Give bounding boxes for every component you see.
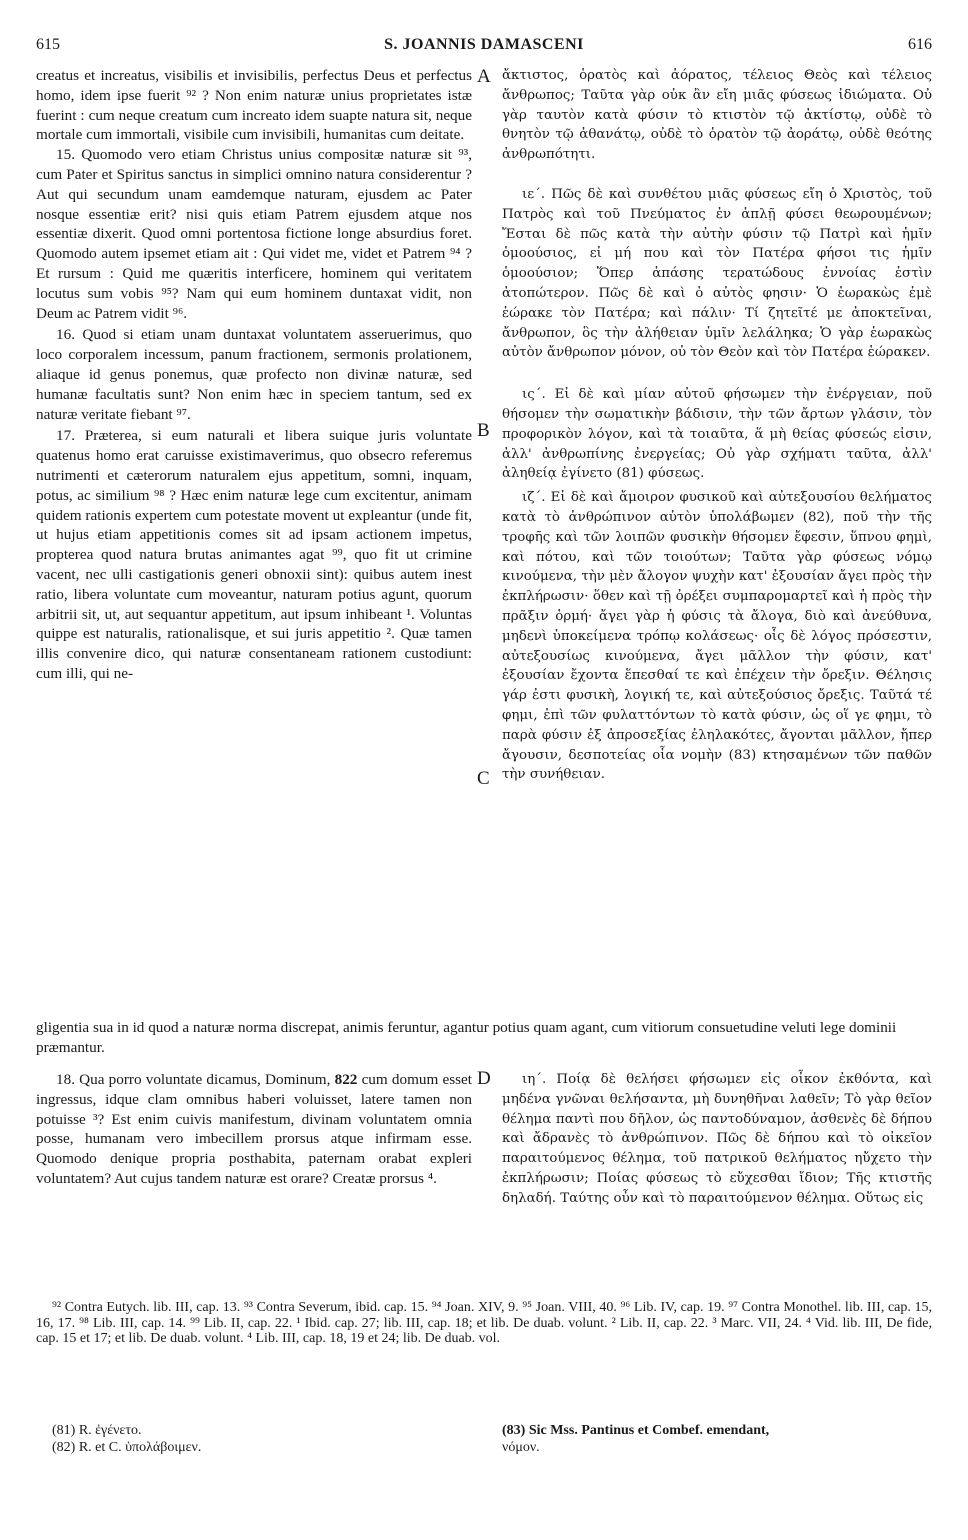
section-marker-d: D [477,1068,491,1089]
page-number-right: 616 [908,36,932,53]
latin-paragraph-intro: creatus et increatus, visibilis et invisibilis, perfectus Deus et perfectus homo, idem ipse fuerit ⁹² ? Non enim naturæ unius proprietates istæ fuerint : cum neque creatum cum increato idem suapte natura sit, neque mortale cum immortali, visibile cum invisibili, humanitas cum deitate. [36,67,472,144]
latin-paragraph-17-continued: gligentia sua in id quod a naturæ norma discrepat, animis feruntur, agantur potius quam agant, cum vitiorum consuetudine veluti lege dominii præmantur. [36,1019,897,1056]
greek-paragraph-intro: ἄκτιστος, ὁρατὸς καὶ ἀόρατος, τέλειος Θεὸς καὶ τέλειος ἄνθρωπος; Ταῦτα γὰρ οὐκ ἂν εἴη μιᾶς φύσεως ἰδιώματα. Οὐ γὰρ ταυτὸν κατὰ φύσιν τὸ κτιστὸν τῷ ἀκτίστῳ, οὐδὲ τὸ θνητὸν τῷ ἀθανάτῳ, οὐδὲ τὸ ὁρατὸν τῷ ἀοράτῳ, οὐδὲ θεότης ἀνθρωπότητι. [502,68,932,163]
greek-paragraph-17: ιζ΄. Εἰ δὲ καὶ ἄμοιρον φυσικοῦ καὶ αὐτεξουσίου θελήματος κατὰ τὸ ἀνθρώπινον αὐτὸν ὑπολάβωμεν (82), ποῦ τὴν τῆς τροφῆς καὶ τῶν λοιπῶν φυσικὴν θήσομεν ἔφεσιν, ὕπνου φημὶ, καὶ πότου, καὶ τῶν τοιούτων; Ταῦτα γὰρ φύσεως νόμῳ κινούμενα, τὴν μὲν ἄλογον ψυχὴν κατ' ἐξουσίαν ἄγει πρὸς τὴν ἐκπλήρωσιν· ὅθεν καὶ τῇ ὀρέξει συμπαρομαρτεῖ καὶ ἡ πρὸς τὴν πρᾶξιν ὁρμή· ἄγει γὰρ ἡ φύσις τὰ ἄλογα, διὸ καὶ ἀνεύθυνα, μηδενὶ ὑποκείμενα τρόπῳ κολάσεως· οἷς δὲ λόγος πρόσεστιν, αὐτεξουσίως κινούμενα, ἄγει μᾶλλον τὴν φύσιν, κατ' ἐξουσίαν ἔχοντα ἕπεσθαί τε καὶ ἐπέχειν τὴν ὄρεξιν. Θέλησις γάρ ἐστι φυσικὴ, λογική τε, καὶ αὐτεξούσιος ὄρεξις. Ταῦτά τέ φημι, ἐπὶ τῶν φυλαττόντων τὸ κατὰ φύσιν, ὡς οἵ γε φημι, τὸ παρὰ φύσιν ἐξ ἀπροσεξίας ἐληλακότες, ἄγονται μᾶλλον, ἤπερ ἄγουσιν, δεσποτείας οἷα νομὴν (83) κτησαμένων τῶν παθῶν τὴν συνήθειαν. [502,490,932,783]
section-marker-a: A [477,66,491,87]
variant-note-83-continued: νόμον. [502,1440,540,1455]
greek-column-section-d [502,1070,932,1209]
latin-paragraph-15: 15. Quomodo vero etiam Christus unius compositæ naturæ sit ⁹³, cum Pater et Spiritus sanctus in simplici omnino natura considerentur ? Aut qui secundum unam eamdemque naturam, ejusdem ac Pater nosque essentiæ erit? nisi quis etiam Patrem ejusdem atque nos essentiæ dixerit. Quod omni portentosa fictione longe absurdius foret. Quomodo autem ipsemet etiam ait : Qui videt me, videt et Patrem ⁹⁴ ? Et rursum : Quid me quæritis interficere, hominem qui veritatem locutus sum vobis ⁹⁵? Nam qui eum hominem duntaxat vidit, non Deum ac Patrem vidit ⁹⁶. [36,146,472,322]
section-marker-b: B [477,420,490,441]
footnotes-text: ⁹² Contra Eutych. lib. III, cap. 13. ⁹³ Contra Severum, ibid. cap. 15. ⁹⁴ Joan. XIV, 9. ⁹⁵ Joan. VIII, 40. ⁹⁶ Lib. IV, cap. 19. ⁹⁷ Contra Monothel. lib. III, cap. 15, 16, 17. ⁹⁸ Lib. III, cap. 14. ⁹⁹ Lib. II, cap. 22. ¹ Ibid. cap. 27; lib. III, cap. 18; et lib. De duab. volunt. ² Lib. II, cap. 22. ³ Marc. VII, 24. ⁴ Vid. lib. III, De fide, cap. 15 et 17; et lib. De duab. volunt. ⁴ Lib. III, cap. 18, 19 et 24; lib. De duab. vol. [36,1300,932,1346]
page-number-left: 615 [36,36,60,53]
variant-note-81: (81) R. ἐγένετο. [52,1423,142,1438]
footnotes [36,1300,932,1347]
column-number: 822 [334,1071,358,1088]
greek-column-section-a [502,66,932,785]
section-marker-c: C [477,768,490,789]
latin-paragraph-16: 16. Quod si etiam unam duntaxat voluntatem asseruerimus, quo loco corporalem incessum, panum fractionem, sermonis prolationem, aliaque id genus ponemus, quæ profecto non divinæ naturæ, sed humanæ facultatis sunt? Non enim hæc in speciem tantum, sed ex naturæ veritate fiebant ⁹⁷. [36,326,472,423]
latin-paragraph-18-rest: cum domum esset ingressus, idque clam omnibus haberi voluisset, latere tamen non potuisse ³? Est enim cuivis manifestum, divinam voluntatem omnia posse, humanam vero imbecillem prorsus atque infirmam esse. Quomodo denique propria posthabita, paternam orabat expleri voluntatem? Aut cujus tandem naturæ est orare? Creatæ prorsus ⁴. [36,1071,473,1187]
variant-note-83: (83) Sic Mss. Pantinus et Combef. emendant, [502,1423,770,1438]
greek-paragraph-16: ις΄. Εἰ δὲ καὶ μίαν αὐτοῦ φήσωμεν τὴν ἐνέργειαν, ποῦ θήσομεν τὴν σωματικὴν βάδισιν, τὴν τῶν ἄρτων γλάσιν, τὸν προφορικὸν λόγον, καὶ τὰ τοιαῦτα, ἅ μὴ θείας φύσεώς εἰσιν, ἀλλ' ἀνθρωπίνης ἐνεργείας; Οὐ γὰρ σχήματι ταῦτα, ἀλλ' ἀληθείᾳ ἐγίνετο (81) φύσεως. [502,387,932,482]
variant-notes-left [52,1422,452,1456]
variant-note-82: (82) R. et C. ὑπολάβοιμεν. [52,1440,202,1455]
latin-paragraph-18 [36,1070,472,1189]
latin-paragraph-18-start: 18. Qua porro voluntate dicamus, Dominum, [56,1071,331,1088]
latin-paragraph-17: 17. Præterea, si eum naturali et libera suique juris voluntate quatenus homo erat caruisse existimaverimus, quo obsecro referemus nutrimenti et cæterorum naturalem ejus appetitum, somni, inquam, potus, ac similium ⁹⁸ ? Hæc enim naturæ lege cum excitentur, animam quidem rationis expertem cum potestate movent ut expleantur (unde fit, ut hujus etiam appetitionis comes sit ad ipsam actionem impetus, propterea quod natura brutas animantes agat ⁹⁹, quo fit ut crimine vacent, nec ulli castigationis generi obnoxii sint): quibus autem inest ratio, libera voluntate cum moveantur, naturam potius agunt, quorum arbitrii sit, ut, aut sequantur appetitum, aut ipsum inhibeant ¹. Voluntas quippe est naturalis, rationalisque, et sui juris appetitio ². Quæ tamen illis convenire dico, qui naturæ consentaneam rationem custodiunt: cum illi, qui ne- [36,427,472,682]
greek-paragraph-18: ιη΄. Ποίᾳ δὲ θελήσει φήσωμεν εἰς οἶκον ἐκθόντα, καὶ μηδένα γνῶναι θελήσαντα, μὴ δυνηθῆναι λαθεῖν; Τὸ γὰρ θεῖον θέλημα παντὶ που δῆλον, ὡς παντοδύναμον, ἀσθενὲς δὲ δήπου καὶ ἄδρανὲς τὸ ἀνθρώπινον. Πῶς δὲ δήπου καὶ τὸ οἰκεῖον παραιτούμενος θέλημα, τοῦ πατρικοῦ θελήματος ηὔχετο τὴν ἐκπλήρωσιν; Ποίας φύσεως τὸ εὔχεσθαι ἴδιον; Τῆς κτιστῆς δηλαδή. Ταύτης οὖν καὶ τὸ παραιτούμενον θέλημα. Οὕτως εἰς [502,1072,932,1206]
greek-paragraph-15: ιε΄. Πῶς δὲ καὶ συνθέτου μιᾶς φύσεως εἴη ὁ Χριστὸς, τοῦ Πατρὸς καὶ τοῦ Πνεύματος ἐν ἁπλῇ φύσει θεωρουμένων; Ἔσται δὲ πῶς κατὰ τὴν αὐτὴν φύσιν τῷ Πατρὶ καὶ ἡμῖν ὁμοούσιος, εἰ μή που καὶ τὸν Πατέρα φήσοι τις ἡμῖν ὁμοούσιον; Ὅπερ ἁπάσης τερατώδους ἐννοίας ἐστὶν ἀτοπώτερον. Πῶς δὲ καὶ ὁ αὐτὸς φησιν· Ὁ ἑωρακὼς ἐμὲ ἑώρακε τὸν Πατέρα; καὶ πάλιν· Τί ζητεῖτέ με ἀποκτεῖναι, ἄνθρωπον, ὃς τὴν ἀλήθειαν ὑμῖν λελάληκα; Ὁ γὰρ ἑωρακὼς αὐτὸν ἄνθρωπον μόνον, οὐ τὸν Θεὸν καὶ τὸν Πατέρα ἑώρακεν. [502,186,932,361]
page-header [36,36,932,62]
latin-column-section-a [36,66,472,684]
running-title: S. JOANNIS DAMASCENI [384,36,584,53]
latin-column-section-d [36,1070,472,1189]
variant-notes-right [502,1422,932,1456]
latin-fullwidth-continuation [36,1018,932,1058]
